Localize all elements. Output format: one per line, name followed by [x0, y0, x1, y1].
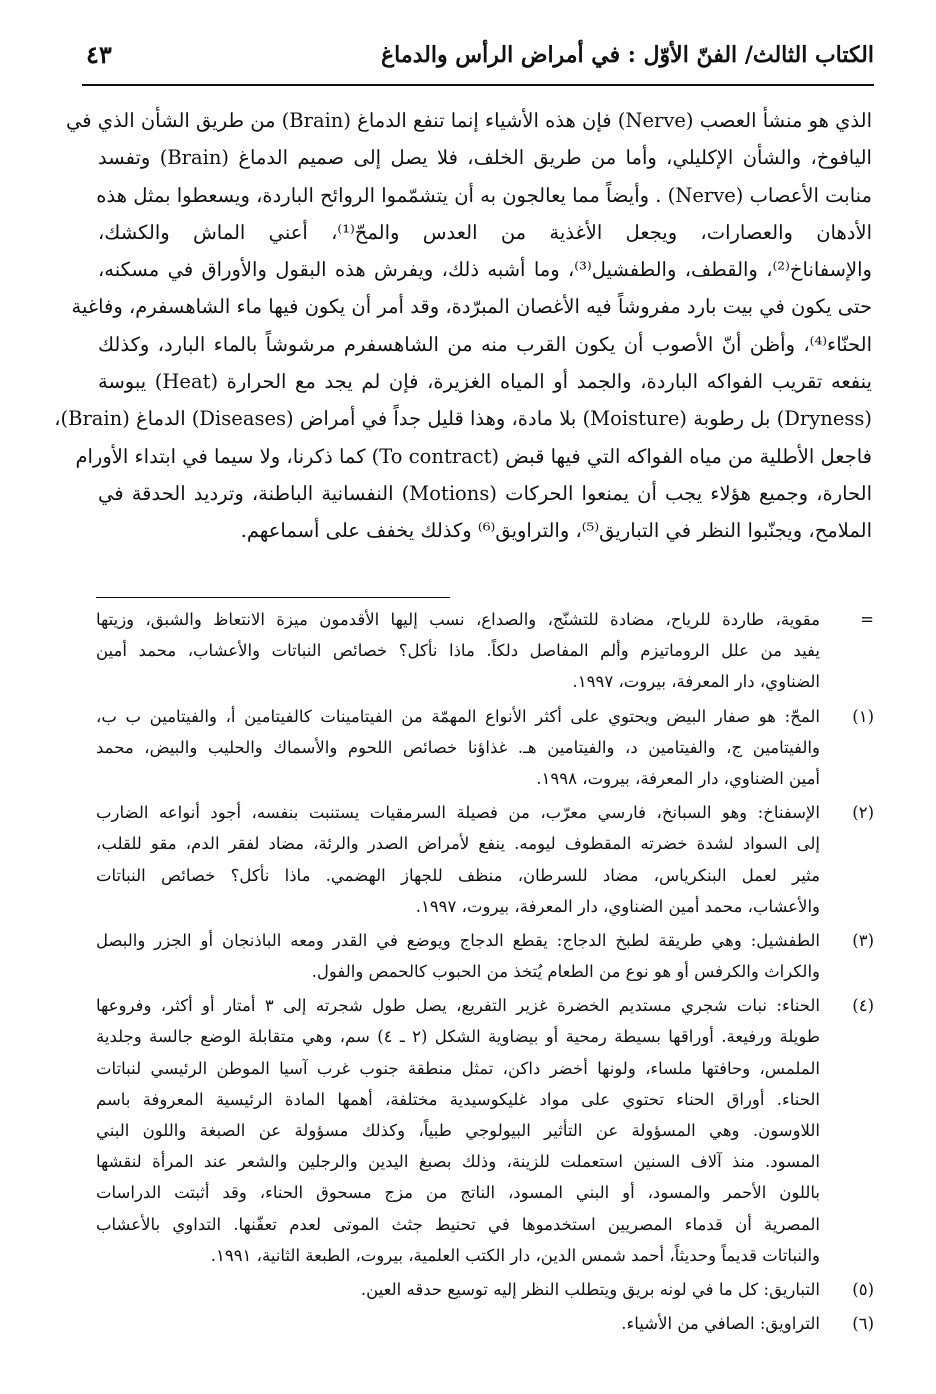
body-text-line: والإسفاناخ⁽²⁾، والقطف، والطفشيل⁽³⁾، وما أشبه ذلك، ويفرش هذه البقول والأوراق في مسكنه،	[98, 258, 872, 282]
footnote-line: والكراث والكرفس أو هو نوع من الطعام يُتخذ من الحبوب كالحمص والفول.	[311, 962, 820, 982]
footnote	[96, 701, 874, 795]
body-text-line: الأدهان والعصارات، ويجعل الأغذية من العدس والمحّ⁽¹⁾، أعني الماش والكشك،	[98, 220, 872, 244]
footnote-line: مثير لعمل البنكرياس، مضاد للسرطان، منظف للجهاز الهضمي. ماذا نأكل؟ خصائص النباتات	[96, 865, 820, 885]
body-text-line: الذي هو منشأ العصب (Nerve) فإن هذه الأشياء إنما تنفع الدماغ (Brain) من طريق الشأن الذي في	[65, 109, 872, 132]
footnote-line: طويلة ورفيعة. أوراقها بسيطة رمحية أو بيضاوية الشكل (٢ ـ ٤) سم، وهي متقابلة الوضع جالسة وجلدية	[96, 1027, 821, 1047]
footnote	[96, 925, 874, 987]
footnote-line: باللون الأحمر والمسود، أو البني المسود، الناتج من مزج مسحوق الحناء، وقد أثبتت الدراسات	[96, 1183, 820, 1203]
footnote-line: الإسفناخ: وهو السبانخ، فارسي معرّب، من فصيلة السرمقيات يستنبت بنفسه، أجود أنواعه الضارب	[96, 803, 820, 823]
footnote-line: الضناوي، دار المعرفة، بيروت، ١٩٩٧.	[572, 672, 820, 692]
footnote-line: مقوية، طاردة للرياح، مضادة للتشنّج، والصداع، نسب إليها الأقدمون ميزة الانتعاظ والشبق، وزيتها	[96, 610, 820, 629]
footnote-marker: =	[860, 610, 874, 629]
footnote-line: والفيتامين ج، والفيتامين د، والفيتامين هـ. غذاؤنا خصائص اللحوم والأسماك والحليب والبيض، محمد	[96, 737, 820, 757]
footnote-marker: (١)	[852, 706, 874, 726]
footnote	[96, 1274, 874, 1305]
footnote-line: والأعشاب، محمد أمين الضناوي، دار المعرفة، بيروت، ١٩٩٧.	[415, 896, 820, 916]
page-number: ٤٣	[86, 40, 112, 69]
body-text-line: الحارة، وجميع هؤلاء يجب أن يمنعوا الحركات (Motions) النفسانية الباطنة، وترديد الحدقة في	[98, 481, 873, 505]
footnote-line: اللاوسون. وهي المسؤولة عن التأثير البيولوجي طبياً، وكذلك مسؤولة عن الصبغة واللون البني	[96, 1121, 820, 1140]
header-divider	[82, 84, 874, 86]
footnote-marker: (٢)	[852, 803, 874, 823]
body-text-line: حتى يكون في بيت بارد مفروشاً فيه الأغصان المبرّدة، وقد أمر أن يكون فيها ماء الشاهسفرم، وفاغية	[71, 295, 872, 319]
running-title: الكتاب الثالث/ الفنّ الأوّل : في أمراض الرأس والدماغ	[381, 42, 874, 68]
body-text-line: الملامح، ويجنّبوا النظر في التباريق⁽⁵⁾، والتراويق⁽⁶⁾ وكذلك يخفف على أسماعهم.	[240, 519, 872, 543]
body-text-line: ينفعه تقريب الفواكه الباردة، والجمد أو المياه الغزيرة، فإن لم يجد مع الحرارة (Heat) يبوسة	[98, 370, 872, 394]
footnote-marker: (٣)	[852, 930, 874, 950]
body-text-line: فاجعل الأطلية من مياه الفواكه التي فيها قبض (To contract) كما ذكرنا، ولا سيما في ابتداء الأورام	[75, 444, 872, 468]
footnote-line: الملمس، وحافتها ملساء، ولونها أخضر داكن، تمثل منطقة جنوب غرب آسيا الموطن الرئيسي لنباتات	[96, 1058, 820, 1078]
body-text-line: اليافوخ، والشأن الإكليلي، وأما من طريق الخلف، فلا يصل إلى صميم الدماغ (Brain) وتفسد	[98, 146, 872, 170]
footnote-marker: (٤)	[852, 996, 874, 1016]
footnote-line: يفيد من علل الروماتيزم وألم المفاصل دلكاً. ماذا نأكل؟ خصائص النباتات والأعشاب، محمد أمين	[96, 641, 820, 661]
footnote-line: المحّ: هو صفار البيض ويحتوي على أكثر الأنواع المهمّة من الفيتامينات كالفيتامين أ، والفيتامين ب ب،	[96, 706, 820, 726]
footnote-line: الحناء. أوراق الحناء تحتوي على مواد غليكوسيدية مختلفة، أهمها المادة الرئيسية المعروفة باسم	[96, 1089, 820, 1109]
footnote-line: التراويق: الصافي من الأشياء.	[621, 1314, 820, 1334]
main-text	[54, 102, 873, 550]
footnote-line: الحناء: نبات شجري مستديم الخضرة غزير التفريع، يصل طول شجرته إلى ٣ أمتار أو أكثر، وفروعها	[96, 996, 820, 1016]
footnote-divider	[96, 597, 450, 598]
footnote	[96, 1308, 874, 1339]
footnotes	[96, 604, 874, 1342]
footnote-line: التباريق: كل ما في لونه بريق ويتطلب النظر إليه توسيع حدقه العين.	[360, 1279, 820, 1299]
footnote-line: المصرية أن قدماء المصريين استخدموها في تحنيط جثث الموتى لعدم تعفّنها. التداوي بالأعشاب	[96, 1214, 820, 1234]
footnote-line: إلى السواد لشدة خضرته المقطوف ليومه. ينفع لأمراض الصدر والرئة، مضاد لفقر الدم، مقو للقلب،	[96, 834, 820, 854]
footnote	[96, 797, 874, 922]
footnote-line: المسود. منذ آلاف السنين استعملت للزينة، وذلك بصبغ اليدين والرجلين والشعر عند المرأة لنقشها	[96, 1152, 820, 1172]
body-text-line: الحنّاء⁽⁴⁾، وأظن أنّ الأصوب أن يكون القرب منه من الشاهسفرم مرشوشاً بالماء البارد، وكذلك	[98, 332, 872, 356]
footnote	[96, 604, 874, 698]
footnote-line: الطفشيل: وهي طريقة لطبخ الدجاج: يقطع الدجاج ويوضع في القدر ومعه الباذنجان أو الجزر والبصل	[96, 930, 820, 950]
footnote-marker: (٥)	[852, 1279, 874, 1299]
body-text-line: (Dryness) بل رطوبة (Moisture) بلا مادة، وهذا قليل جداً في أمراض (Diseases) الدماغ (Brain)،	[54, 407, 872, 431]
footnote-line: أمين الضناوي، دار المعرفة، بيروت، ١٩٩٨.	[536, 768, 820, 788]
footnote-marker: (٦)	[852, 1314, 874, 1334]
footnote	[96, 990, 874, 1271]
running-header	[86, 40, 874, 86]
body-text-line: منابت الأعصاب (Nerve) . وأيضاً مما يعالجون به أن يتشمّموا الروائح الباردة، ويسعطوا بمثل هذه	[96, 183, 872, 207]
footnote-line: والنباتات قديماً وحديثاً، أحمد شمس الدين، دار الكتب العلمية، بيروت، الطبعة الثانية، ١٩٩١.	[210, 1245, 820, 1265]
